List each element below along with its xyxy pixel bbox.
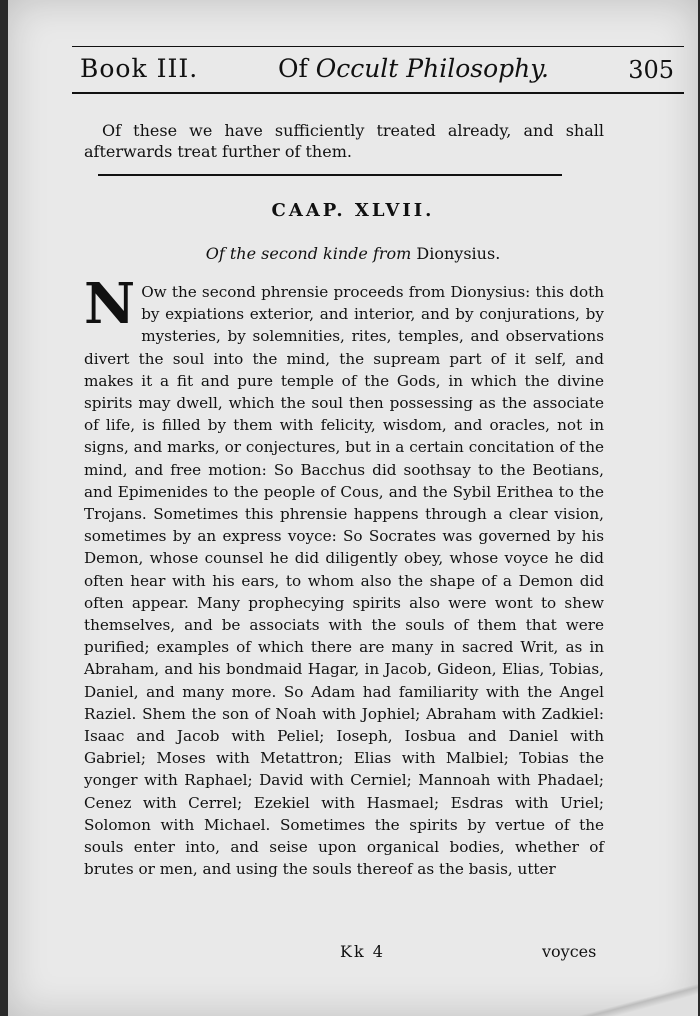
header-rule bbox=[72, 92, 684, 94]
running-title bbox=[278, 54, 549, 83]
subtitle-plain: Dionysius. bbox=[416, 244, 501, 263]
drop-cap: N bbox=[84, 271, 136, 337]
body-paragraph: Ow the second phrensie proceeds from Dionysius: this doth by expiations exterior, and interior, and by conjurations, by mysteries, by solemnities, rites, temples, and observations divert the soul into the mind, the supream part of it self, and makes it a fit and pure temple of the Gods, in which the divine spirits may dwell, which the soul then possessing as the associate of life, is filled by them with felicity, wisdom, and oracles, not in signs, and marks, or conjectures, but in a certain concitation of the mind, and free motion: So Bacchus did soothsay to the Beotians, and Epimenides to the people of Cous, and the Sybil Erithea to the Trojans. Sometimes this phrensie happens through a clear vision, sometimes by an express voyce: So Socrates was governed by his Demon, whose counsel he did diligently obey, whose voyce he did often hear with his ears, to whom also the shape of a Demon did often appear. Many prophecying spirits also were wont to shew themselves, and be associats with the souls of them that were purified; examples of which there are many in sacred Writ, as in Abraham, and his bondmaid Hagar, in Jacob, Gideon, Elias, Tobias, Daniel, and many more. So Adam had familiarity with the Angel Raziel. Shem the son of Noah with Jophiel; Abraham with Zadkiel: Isaac and Jacob with Peliel; Ioseph, Iosbua and Daniel with Gabriel; Moses with Metattron; Elias with Malbiel; Tobias the yonger with Raphael; David with Cerniel; Mannoah with Phadael; Cenez with Cerrel; Ezekiel with Hasmael; Esdras with Uriel; Solomon with Michael. Sometimes the spirits by vertue of the souls enter into, and seise upon organical bodies, whether of brutes or men, and using the souls thereof as the basis, utter bbox=[84, 283, 604, 879]
page-corner-fold bbox=[578, 976, 698, 1016]
book-label: Book III. bbox=[80, 54, 199, 83]
body-text bbox=[84, 271, 604, 880]
top-rule bbox=[72, 46, 684, 47]
running-title-italic: Occult Philosophy. bbox=[315, 54, 549, 83]
chapter-subtitle bbox=[8, 244, 698, 263]
running-title-of: Of bbox=[278, 54, 308, 83]
signature-mark: Kk 4 bbox=[340, 942, 385, 961]
book-page bbox=[8, 0, 698, 1016]
running-header bbox=[72, 50, 680, 90]
intro-paragraph: Of these we have sufficiently treated already, and shall afterwards treat further of them. bbox=[84, 121, 604, 161]
section-divider bbox=[98, 174, 562, 176]
page-number: 305 bbox=[628, 56, 674, 84]
subtitle-italic: Of the second kinde from bbox=[205, 244, 412, 263]
chapter-heading: CAAP. XLVII. bbox=[271, 200, 435, 221]
catchword: voyces bbox=[542, 942, 597, 961]
